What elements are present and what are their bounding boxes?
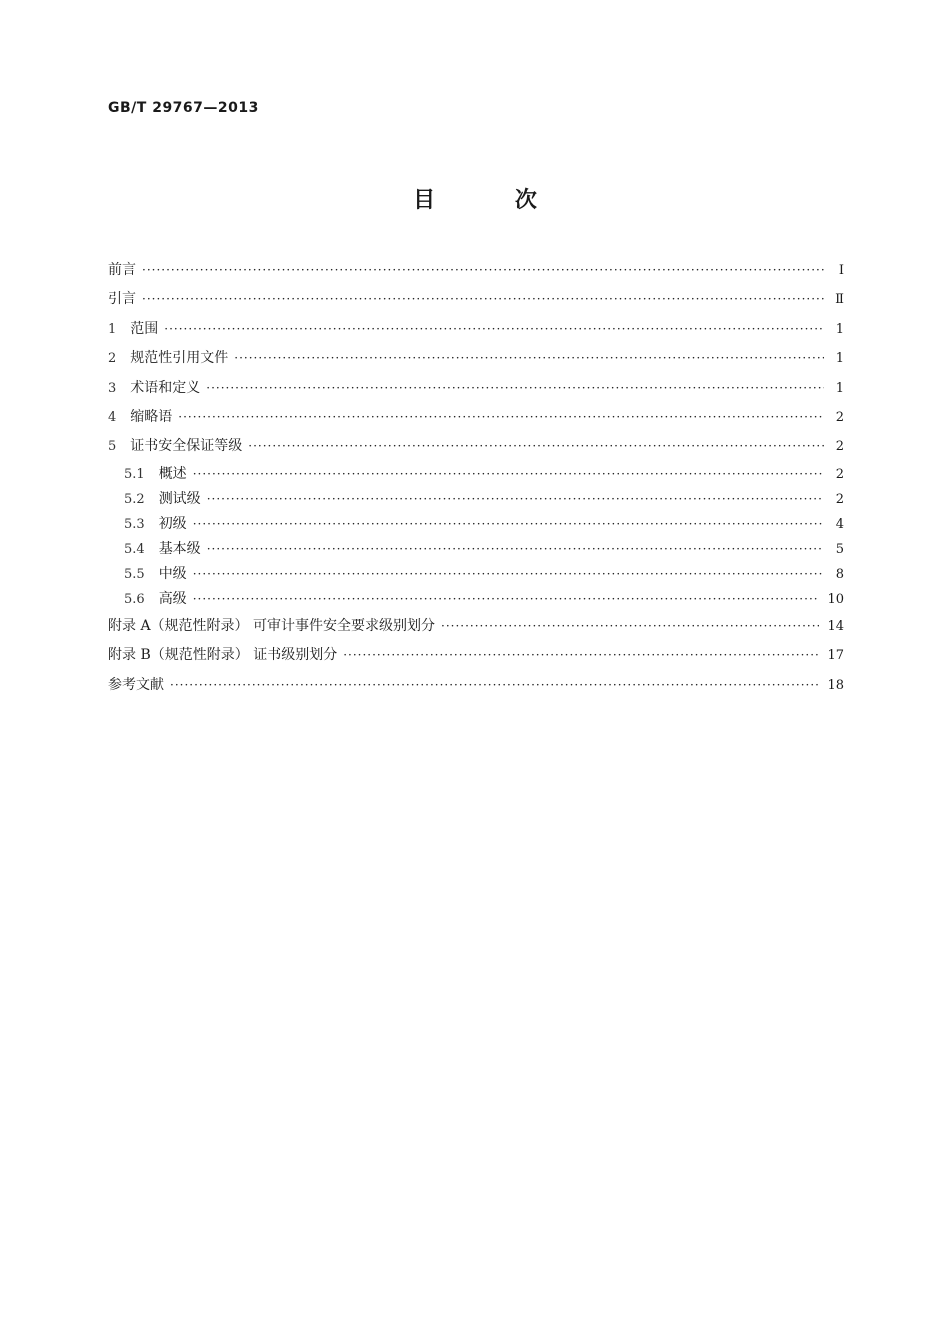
toc-entry-title: 附录 A（规范性附录） 可审计事件安全要求级别划分 [108,617,436,634]
toc-dot-leader [248,432,824,461]
toc-entry-scope[interactable] [108,315,844,344]
toc-page-number: 17 [827,648,844,664]
toc-dot-leader [206,374,824,403]
toc-entry-number: 4 [108,409,117,425]
toc-entry-title: 附录 B（规范性附录） 证书级别划分 [108,647,338,664]
toc-entry-title: 参考文献 [108,676,164,693]
toc-entry-introduction[interactable] [108,285,844,314]
standard-code: GB/T 29767—2013 [108,100,259,116]
toc-entry-number: 3 [108,380,117,396]
toc-entry-title: 概述 [158,465,187,482]
toc-dot-leader [343,641,819,670]
toc-page-number: 1 [835,380,844,396]
toc-entry-title: 高级 [158,590,187,607]
toc-dot-leader [441,612,819,641]
toc-page-number: 2 [835,491,844,507]
toc-entry-rudimentary-level[interactable] [108,512,844,537]
toc-dot-leader [142,285,824,314]
toc-dot-leader [207,487,824,512]
toc-dot-leader [207,537,824,562]
toc-entry-number: 5.1 [124,466,145,482]
toc-page-number: 5 [835,541,844,557]
toc-entry-medium-level[interactable] [108,562,844,587]
toc-entry-title: 缩略语 [130,408,173,425]
toc-entry-high-level[interactable] [108,587,844,612]
toc-dot-leader [193,462,824,487]
toc-page-number: 14 [827,618,844,634]
toc-entry-number: 5 [108,439,117,455]
page-title: 目 次 [413,188,573,213]
toc-entry-number: 5.4 [124,541,145,557]
toc-page-number: 1 [835,351,844,367]
toc-page-number: Ⅱ [835,292,844,308]
toc-page-number: 1 [835,321,844,337]
toc-dot-leader [170,671,819,700]
toc-entry-test-level[interactable] [108,487,844,512]
toc-entry-annex-a[interactable] [108,612,844,641]
toc-page-number: 2 [835,409,844,425]
toc-entry-bibliography[interactable] [108,671,844,700]
toc-entry-number: 5.3 [124,516,145,532]
toc-dot-leader [193,512,824,537]
toc-page-number: 18 [827,677,844,693]
toc-page-number: 8 [835,566,844,582]
toc-page-number: 2 [835,466,844,482]
toc-page-number: 4 [835,516,844,532]
toc-entry-title: 测试级 [158,490,201,507]
toc-entry-annex-b[interactable] [108,641,844,670]
toc-entry-title: 基本级 [158,540,201,557]
toc-entry-title: 规范性引用文件 [130,350,229,367]
toc-entry-number: 5.2 [124,491,145,507]
toc-entry-title: 前言 [108,262,136,278]
toc-dot-leader [234,344,824,373]
toc-entry-assurance-levels[interactable] [108,432,844,461]
toc-page-number: Ⅰ [838,263,844,278]
toc-entry-normative-references[interactable] [108,344,844,373]
toc-dot-leader [164,315,824,344]
toc-entry-title: 中级 [158,565,187,582]
toc-entry-number: 1 [108,321,117,337]
toc-entry-abbreviations[interactable] [108,403,844,432]
toc-entry-number: 5.5 [124,566,145,582]
toc-page-number: 2 [835,439,844,455]
toc-entry-foreword[interactable] [108,256,844,285]
toc-dot-leader [142,256,824,285]
toc-entry-terms-definitions[interactable] [108,374,844,403]
toc-entry-title: 证书安全保证等级 [130,438,243,455]
toc-entry-title: 引言 [108,291,136,308]
toc-entry-number: 2 [108,351,117,367]
toc-entry-title: 范围 [130,320,159,337]
table-of-contents [108,256,844,700]
toc-entry-title: 初级 [158,515,187,532]
toc-dot-leader [193,587,820,612]
toc-entry-number: 5.6 [124,591,145,607]
toc-entry-title: 术语和定义 [130,379,201,396]
toc-entry-overview[interactable] [108,462,844,487]
toc-entry-basic-level[interactable] [108,537,844,562]
toc-dot-leader [178,403,824,432]
toc-page-number: 10 [827,591,844,607]
toc-dot-leader [193,562,824,587]
